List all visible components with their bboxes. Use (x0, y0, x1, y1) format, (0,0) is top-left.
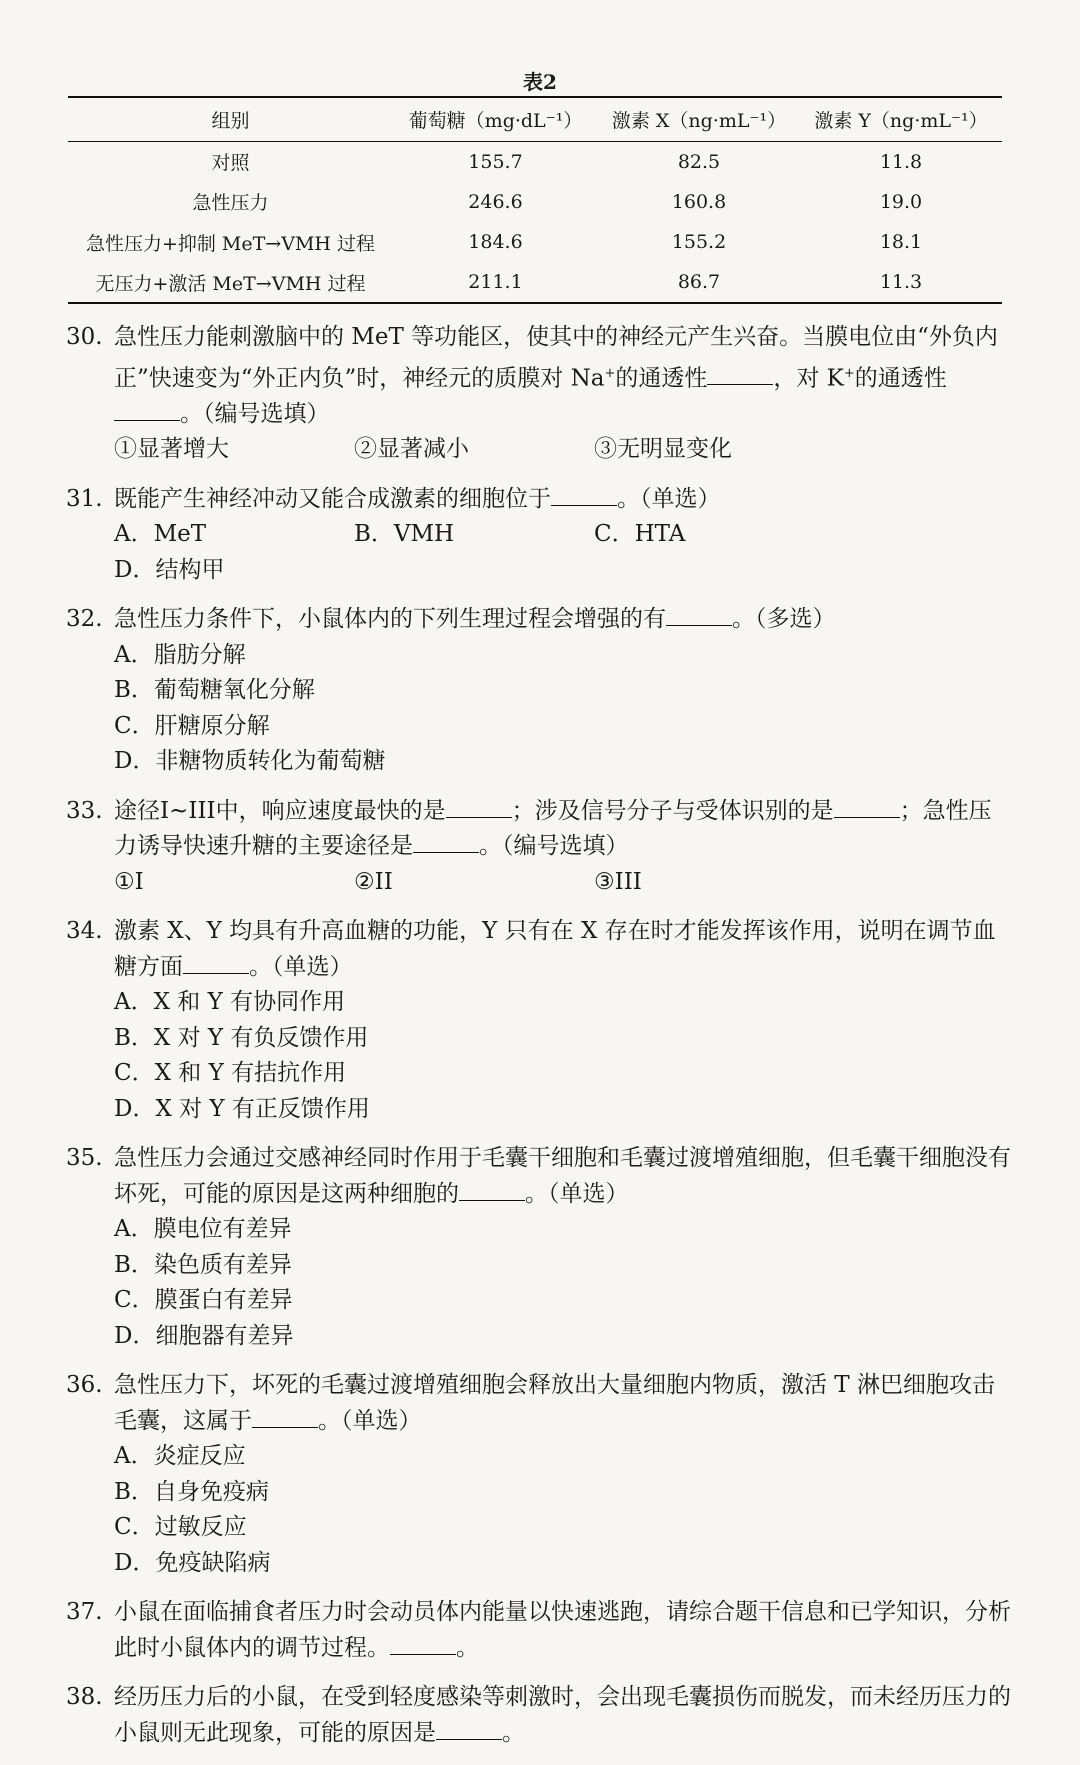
question-34 (66, 914, 1012, 1127)
option-d[interactable]: D．免疫缺陷病 (114, 1549, 271, 1576)
data-table (68, 96, 1002, 304)
table-row (68, 222, 1002, 263)
question-number: 35. (66, 1145, 103, 1172)
cell-glucose: 246.6 (468, 190, 523, 213)
question-stem: 急性压力能刺激脑中的 MeT 等功能区，使其中的神经元产生兴奋。当膜电位由“外负内正”快速变为“外正内负”时，神经元的质膜对 Na+的通透性 ，对 K+的通透性。（编号选填） (114, 324, 998, 427)
option[interactable]: ②II (354, 868, 393, 895)
question-number: 38. (66, 1684, 103, 1711)
cell-glucose: 184.6 (468, 231, 523, 254)
question-number: 36. (66, 1372, 103, 1399)
question-stem: 急性压力条件下，小鼠体内的下列生理过程会增强的有 。（多选） (114, 602, 1012, 638)
option-c[interactable]: C．X 和 Y 有拮抗作用 (114, 1060, 347, 1087)
answer-blank[interactable] (459, 1178, 525, 1201)
question-stem: 激素 X、Y 均具有升高血糖的功能，Y 只有在 X 存在时才能发挥该作用，说明在调节血糖方面 。（单选） (114, 918, 996, 980)
question-stem: 途径I~III中，响应速度最快的是 ；涉及信号分子与受体识别的是 ；急性压力诱导快速升糖的主要途径是 。（编号选填） (114, 794, 1012, 865)
cell-hormone-y: 11.3 (879, 271, 923, 294)
answer-blank[interactable] (446, 795, 512, 818)
option-b[interactable]: B．自身免疫病 (114, 1478, 269, 1505)
option-c[interactable]: C．HTA (594, 521, 686, 548)
cell-glucose: 155.7 (468, 150, 523, 173)
option-c[interactable]: C．过敏反应 (114, 1514, 247, 1541)
question-number: 31. (66, 485, 103, 512)
question-31 (66, 482, 1012, 589)
option-d[interactable]: D．细胞器有差异 (114, 1322, 294, 1349)
option-d[interactable]: D．非糖物质转化为葡萄糖 (114, 748, 386, 775)
option-list (114, 517, 1012, 588)
header-hormone-x: 激素 X（ng·mL⁻¹） (611, 109, 787, 132)
answer-blank[interactable] (183, 951, 249, 974)
answer-blank[interactable] (114, 398, 180, 421)
option-list (114, 1212, 1012, 1354)
answer-blank[interactable] (707, 362, 773, 385)
header-glucose: 葡萄糖（mg·dL⁻¹） (408, 109, 583, 132)
question-37 (66, 1595, 1012, 1666)
cell-glucose: 211.1 (468, 271, 523, 294)
option-b[interactable]: B．染色质有差异 (114, 1251, 292, 1278)
cell-hormone-y: 19.0 (879, 190, 923, 213)
option-a[interactable]: A．MeT (114, 521, 207, 548)
option-list (114, 638, 1012, 780)
cell-hormone-x: 82.5 (677, 150, 721, 173)
answer-blank[interactable] (436, 1717, 502, 1740)
table-row (68, 263, 1002, 304)
question-33 (66, 794, 1012, 901)
question-stem: 小鼠在面临捕食者压力时会动员体内能量以快速逃跑，请综合题干信息和已学知识，分析此时小鼠体内的调节过程。 。 (114, 1599, 1011, 1661)
question-30 (66, 320, 1012, 468)
cell-group: 急性压力+抑制 MeT→VMH 过程 (85, 232, 376, 255)
option-list (114, 865, 1012, 901)
question-number: 33. (66, 797, 103, 824)
question-stem: 急性压力下，坏死的毛囊过渡增殖细胞会释放出大量细胞内物质，激活 T 淋巴细胞攻击毛囊，这属于 。（单选） (114, 1372, 995, 1434)
cell-hormone-x: 86.7 (677, 271, 721, 294)
question-number: 34. (66, 918, 103, 945)
cell-group: 无压力+激活 MeT→VMH 过程 (95, 272, 366, 295)
option-list (114, 432, 1012, 468)
option[interactable]: ①I (114, 868, 144, 895)
option-b[interactable]: B．VMH (354, 521, 455, 548)
table-row (68, 141, 1002, 182)
option-d[interactable]: D．X 对 Y 有正反馈作用 (114, 1095, 370, 1122)
answer-blank[interactable] (834, 795, 900, 818)
option-c[interactable]: C．肝糖原分解 (114, 712, 270, 739)
option[interactable]: ①显著增大 (114, 436, 229, 463)
option-b[interactable]: B．葡萄糖氧化分解 (114, 677, 315, 704)
question-number: 30. (66, 324, 103, 350)
option-list (114, 1439, 1012, 1581)
answer-blank[interactable] (551, 483, 617, 506)
question-36 (66, 1368, 1012, 1581)
option-a[interactable]: A．炎症反应 (114, 1443, 246, 1470)
question-stem: 经历压力后的小鼠，在受到轻度感染等刺激时，会出现毛囊损伤而脱发，而未经历压力的小鼠则无此现象，可能的原因是 。 (114, 1684, 1011, 1746)
option[interactable]: ②显著减小 (354, 436, 469, 463)
cell-hormone-x: 155.2 (671, 231, 727, 254)
option-a[interactable]: A．脂肪分解 (114, 641, 246, 668)
option-a[interactable]: A．X 和 Y 有协同作用 (114, 989, 346, 1016)
cell-group: 急性压力 (192, 192, 269, 215)
question-35 (66, 1141, 1012, 1354)
option-a[interactable]: A．膜电位有差异 (114, 1216, 292, 1243)
answer-blank[interactable] (666, 603, 732, 626)
table-row (68, 182, 1002, 223)
header-hormone-y: 激素 Y（ng·mL⁻¹） (814, 109, 988, 132)
cell-group: 对照 (211, 152, 250, 174)
table-caption: 表2 (523, 70, 557, 94)
option-c[interactable]: C．膜蛋白有差异 (114, 1287, 293, 1314)
question-stem: 既能产生神经冲动又能合成激素的细胞位于 。（单选） (114, 482, 1012, 518)
option[interactable]: ③无明显变化 (594, 436, 732, 463)
question-stem: 急性压力会通过交感神经同时作用于毛囊干细胞和毛囊过渡增殖细胞，但毛囊干细胞没有坏死，可能的原因是这两种细胞的 。（单选） (114, 1145, 1011, 1207)
answer-blank[interactable] (413, 830, 479, 853)
option-b[interactable]: B．X 对 Y 有负反馈作用 (114, 1024, 369, 1051)
cell-hormone-x: 160.8 (671, 190, 727, 213)
header-group: 组别 (211, 109, 250, 132)
answer-blank[interactable] (390, 1632, 456, 1655)
question-32 (66, 602, 1012, 780)
answer-blank[interactable] (252, 1405, 318, 1428)
option[interactable]: ③III (594, 868, 642, 895)
table-header-row (68, 97, 1002, 141)
question-list (66, 320, 1012, 1765)
cell-hormone-y: 18.1 (879, 231, 923, 254)
question-number: 32. (66, 606, 103, 633)
question-number: 37. (66, 1599, 103, 1626)
option-list (114, 985, 1012, 1127)
question-38 (66, 1680, 1012, 1751)
cell-hormone-y: 11.8 (879, 150, 923, 173)
option-d[interactable]: D．结构甲 (114, 556, 225, 583)
